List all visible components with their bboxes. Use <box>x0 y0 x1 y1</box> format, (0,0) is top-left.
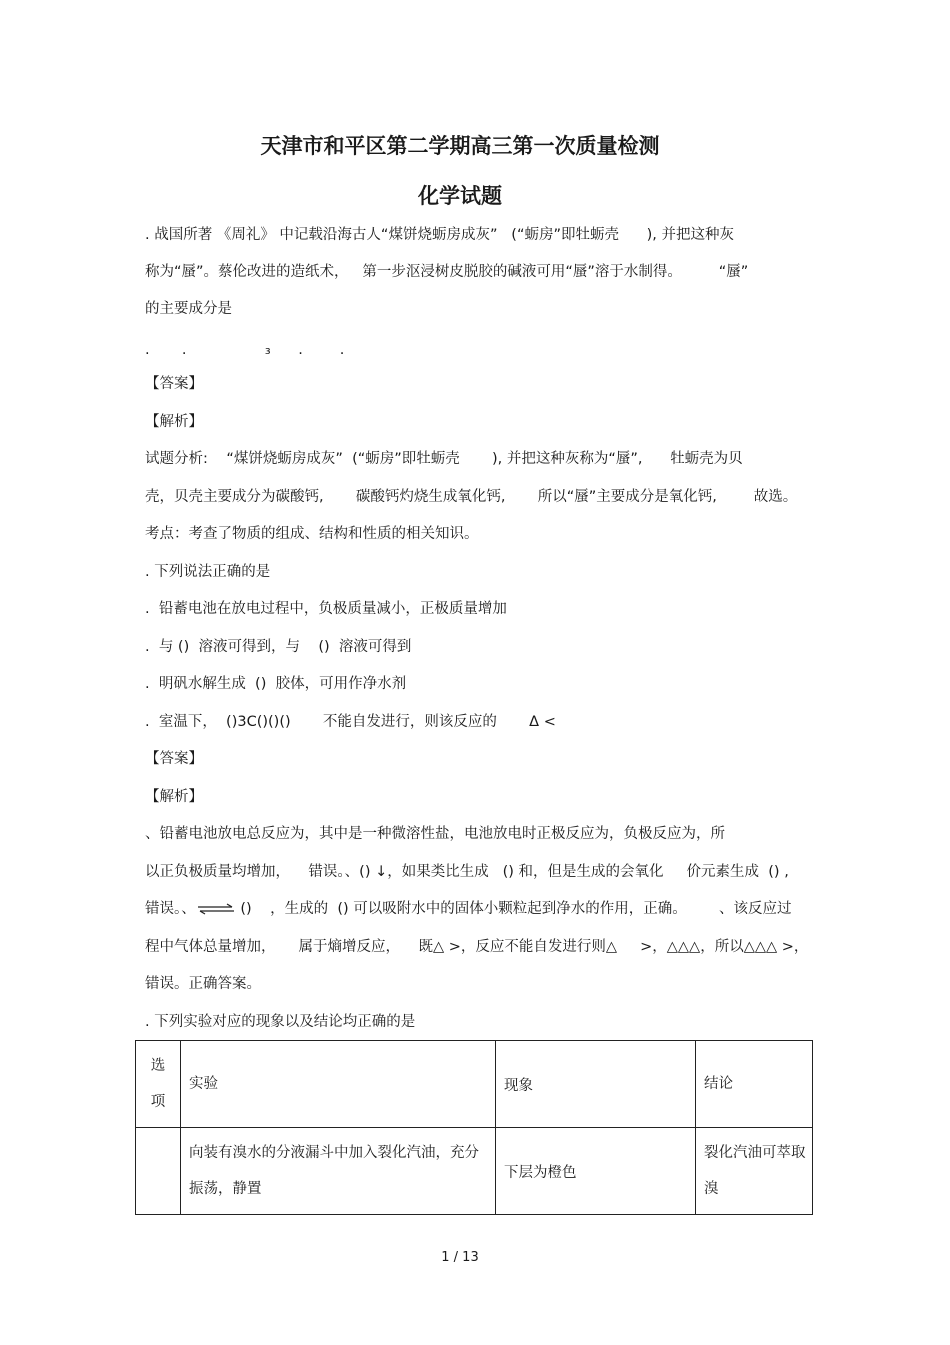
header-option: 选项 <box>136 1041 181 1128</box>
header-phenomenon: 现象 <box>496 1041 696 1128</box>
text-line <box>145 899 792 919</box>
text-span: () ，生成的 () 可以吸附水中的固体小颗粒起到净水的作用，正确。 、该反应过 <box>235 901 792 917</box>
text-span: 错误。、 <box>145 901 196 917</box>
cell-option <box>136 1128 181 1215</box>
text-line: . 战国所著 《周礼》 中记载沿海古人“煤饼烧蛎房成灰” (“蛎房”即牡蛎壳 ), 并把这种灰 <box>145 227 734 243</box>
cell-phenomenon: 下层为橙色 <box>496 1128 696 1215</box>
option-line: . 室温下， ()3C()()() 不能自发进行，则该反应的 Δ < <box>145 714 556 730</box>
text-line: 考点：考查了物质的组成、结构和性质的相关知识。 <box>145 526 479 542</box>
question-stem: . 下列说法正确的是 <box>145 564 271 580</box>
table-header-row <box>136 1041 813 1128</box>
text-line: 称为“蜃”。蔡伦改进的造纸术， 第一步沤浸树皮脱胶的碱液可用“蜃”溶于水制得。 “蜃” <box>145 264 749 280</box>
text-line: 的主要成分是 <box>145 301 232 317</box>
option-line: . 与 () 溶液可得到，与 () 溶液可得到 <box>145 639 412 655</box>
experiment-table <box>135 1040 813 1215</box>
text-line: 壳，贝壳主要成分为碳酸钙, 碳酸钙灼烧生成氧化钙, 所以“蜃”主要成分是氧化钙, 故选。 <box>145 489 798 505</box>
text-line: 以正负极质量均增加， 错误。、() ↓，如果类比生成 () 和，但是生成的会氧化 价元素生成 () , <box>145 864 789 880</box>
answer-label: 【答案】 <box>145 751 203 767</box>
analysis-label: 【解析】 <box>145 789 203 805</box>
text-line: 程中气体总量增加， 属于熵增反应， 既△ >，反应不能自发进行则△ >，△△△，所以△△△ >， <box>145 939 809 955</box>
document-title: 天津市和平区第二学期高三第一次质量检测 <box>260 134 660 158</box>
cell-experiment: 向装有溴水的分液漏斗中加入裂化汽油，充分振荡，静置 <box>181 1128 496 1215</box>
cell-conclusion: 裂化汽油可萃取溴 <box>696 1128 813 1215</box>
text-line: 错误。正确答案。 <box>145 976 261 992</box>
page-number: 1 / 13 <box>441 1250 479 1265</box>
option-line: . 铅蓄电池在放电过程中，负极质量减小，正极质量增加 <box>145 601 507 617</box>
equilibrium-arrow-icon <box>196 903 236 915</box>
header-experiment: 实验 <box>181 1041 496 1128</box>
option-line: . 明矾水解生成 () 胶体，可用作净水剂 <box>145 676 407 692</box>
header-conclusion: 结论 <box>696 1041 813 1128</box>
text-line: 、铅蓄电池放电总反应为，其中是一种微溶性盐，电池放电时正极反应为，负极反应为，所 <box>145 826 725 842</box>
answer-options: . . ₃ . . <box>145 342 345 358</box>
answer-label: 【答案】 <box>145 376 203 392</box>
text-line: 试题分析: “煤饼烧蛎房成灰” (“蛎房”即牡蛎壳 ), 并把这种灰称为“蜃”, 牡蛎壳为贝 <box>145 451 743 467</box>
document-subtitle: 化学试题 <box>418 184 502 208</box>
analysis-label: 【解析】 <box>145 414 203 430</box>
question-stem: . 下列实验对应的现象以及结论均正确的是 <box>145 1014 416 1030</box>
table-row <box>136 1128 813 1215</box>
